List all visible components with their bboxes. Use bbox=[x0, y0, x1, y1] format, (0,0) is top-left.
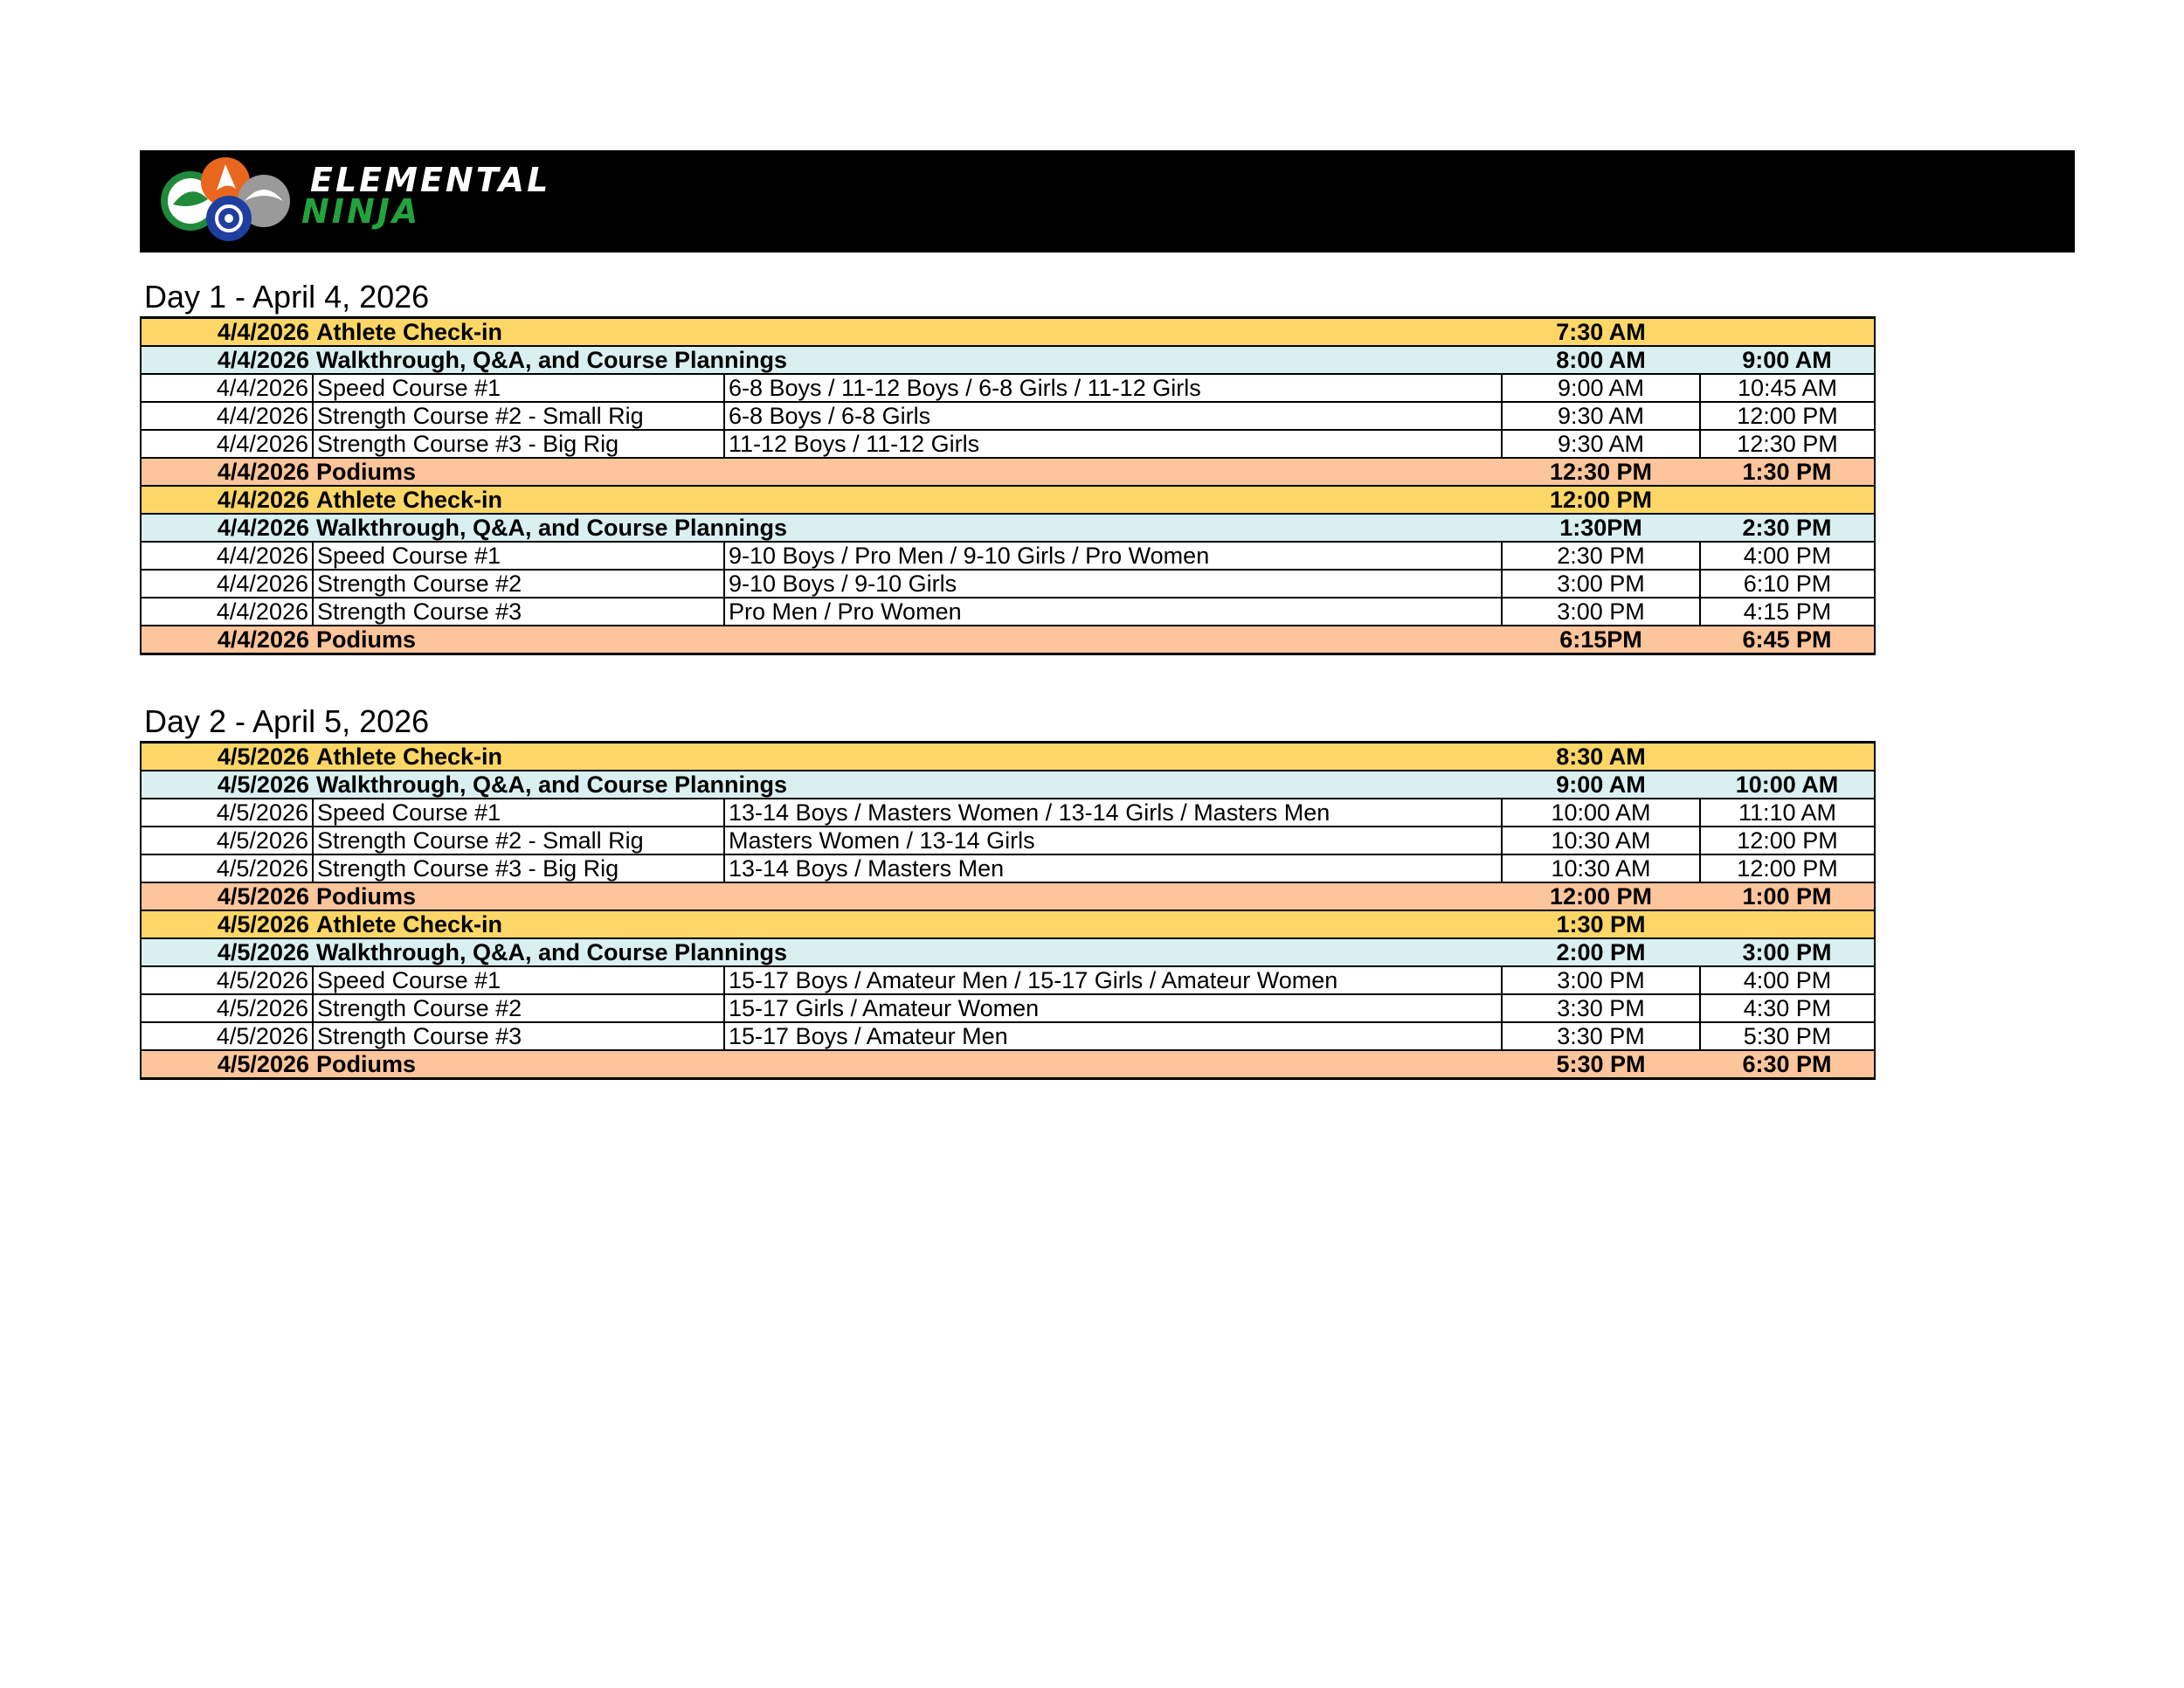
row-start-time: 7:30 AM bbox=[1502, 318, 1700, 347]
row-start-time: 9:00 AM bbox=[1502, 771, 1700, 799]
row-event-title: Athlete Check-in bbox=[313, 318, 1502, 347]
row-start-time: 10:30 AM bbox=[1502, 827, 1700, 854]
row-start-time: 9:00 AM bbox=[1502, 374, 1700, 402]
row-start-time: 2:00 PM bbox=[1502, 938, 1700, 966]
row-start-time: 9:30 AM bbox=[1502, 402, 1700, 430]
row-course-name: Strength Course #2 - Small Rig bbox=[313, 827, 724, 854]
row-divisions: 9-10 Boys / 9-10 Girls bbox=[724, 570, 1502, 598]
row-start-time: 8:00 AM bbox=[1502, 346, 1700, 374]
row-start-time: 1:30PM bbox=[1502, 514, 1700, 542]
row-divisions: 9-10 Boys / Pro Men / 9-10 Girls / Pro Women bbox=[724, 542, 1502, 570]
row-divisions: 15-17 Girls / Amateur Women bbox=[724, 994, 1502, 1022]
row-course-name: Strength Course #3 - Big Rig bbox=[313, 854, 724, 882]
elemental-swirl-logo-icon bbox=[149, 156, 301, 243]
row-event-title: Podiums bbox=[313, 626, 1502, 654]
row-date: 4/5/2026 bbox=[141, 771, 313, 799]
row-event-title: Athlete Check-in bbox=[313, 743, 1502, 771]
row-date: 4/4/2026 bbox=[141, 458, 313, 486]
row-date: 4/5/2026 bbox=[141, 938, 313, 966]
row-start-time: 12:30 PM bbox=[1502, 458, 1700, 486]
row-course-name: Strength Course #3 - Big Rig bbox=[313, 430, 724, 458]
row-date: 4/5/2026 bbox=[141, 882, 313, 910]
brand-wordmark bbox=[301, 161, 551, 231]
row-date: 4/5/2026 bbox=[141, 994, 313, 1022]
schedule-row bbox=[141, 542, 1875, 570]
row-date: 4/4/2026 bbox=[141, 374, 313, 402]
schedule-row bbox=[141, 910, 1875, 938]
row-start-time: 2:30 PM bbox=[1502, 542, 1700, 570]
row-end-time bbox=[1700, 910, 1875, 938]
row-event-title: Walkthrough, Q&A, and Course Plannings bbox=[313, 514, 1502, 542]
row-course-name: Speed Course #1 bbox=[313, 966, 724, 994]
row-divisions: Masters Women / 13-14 Girls bbox=[724, 827, 1502, 854]
row-event-title: Podiums bbox=[313, 1050, 1502, 1079]
schedule-row bbox=[141, 966, 1875, 994]
row-end-time: 4:00 PM bbox=[1700, 966, 1875, 994]
row-end-time: 10:45 AM bbox=[1700, 374, 1875, 402]
row-end-time bbox=[1700, 486, 1875, 514]
row-divisions: 15-17 Boys / Amateur Men / 15-17 Girls / Amateur Women bbox=[724, 966, 1502, 994]
day1-title: Day 1 - April 4, 2026 bbox=[144, 279, 430, 315]
row-start-time: 10:30 AM bbox=[1502, 854, 1700, 882]
row-event-title: Walkthrough, Q&A, and Course Plannings bbox=[313, 771, 1502, 799]
row-course-name: Strength Course #2 bbox=[313, 570, 724, 598]
row-course-name: Speed Course #1 bbox=[313, 799, 724, 827]
row-date: 4/5/2026 bbox=[141, 799, 313, 827]
row-event-title: Walkthrough, Q&A, and Course Plannings bbox=[313, 938, 1502, 966]
row-date: 4/4/2026 bbox=[141, 486, 313, 514]
schedule-row bbox=[141, 743, 1875, 771]
row-end-time: 4:00 PM bbox=[1700, 542, 1875, 570]
row-date: 4/5/2026 bbox=[141, 1050, 313, 1079]
row-date: 4/5/2026 bbox=[141, 966, 313, 994]
row-date: 4/4/2026 bbox=[141, 514, 313, 542]
row-course-name: Speed Course #1 bbox=[313, 542, 724, 570]
row-divisions: 6-8 Boys / 11-12 Boys / 6-8 Girls / 11-12 Girls bbox=[724, 374, 1502, 402]
row-start-time: 3:30 PM bbox=[1502, 1022, 1700, 1050]
row-end-time: 12:00 PM bbox=[1700, 402, 1875, 430]
row-end-time bbox=[1700, 743, 1875, 771]
row-start-time: 1:30 PM bbox=[1502, 910, 1700, 938]
row-end-time: 5:30 PM bbox=[1700, 1022, 1875, 1050]
schedule-row bbox=[141, 458, 1875, 486]
schedule-row bbox=[141, 882, 1875, 910]
row-end-time: 1:00 PM bbox=[1700, 882, 1875, 910]
schedule-row bbox=[141, 854, 1875, 882]
schedule-row bbox=[141, 570, 1875, 598]
schedule-row bbox=[141, 799, 1875, 827]
row-start-time: 3:30 PM bbox=[1502, 994, 1700, 1022]
row-course-name: Speed Course #1 bbox=[313, 374, 724, 402]
row-end-time: 2:30 PM bbox=[1700, 514, 1875, 542]
row-date: 4/4/2026 bbox=[141, 318, 313, 347]
row-end-time: 11:10 AM bbox=[1700, 799, 1875, 827]
row-date: 4/4/2026 bbox=[141, 346, 313, 374]
row-start-time: 9:30 AM bbox=[1502, 430, 1700, 458]
row-event-title: Walkthrough, Q&A, and Course Plannings bbox=[313, 346, 1502, 374]
row-start-time: 10:00 AM bbox=[1502, 799, 1700, 827]
row-end-time: 9:00 AM bbox=[1700, 346, 1875, 374]
row-start-time: 12:00 PM bbox=[1502, 882, 1700, 910]
row-start-time: 5:30 PM bbox=[1502, 1050, 1700, 1079]
schedule-row bbox=[141, 374, 1875, 402]
row-end-time: 4:15 PM bbox=[1700, 598, 1875, 626]
row-start-time: 3:00 PM bbox=[1502, 598, 1700, 626]
row-event-title: Athlete Check-in bbox=[313, 910, 1502, 938]
row-date: 4/4/2026 bbox=[141, 402, 313, 430]
row-divisions: 13-14 Boys / Masters Men bbox=[724, 854, 1502, 882]
row-end-time: 6:10 PM bbox=[1700, 570, 1875, 598]
schedule-row bbox=[141, 938, 1875, 966]
row-start-time: 3:00 PM bbox=[1502, 570, 1700, 598]
row-course-name: Strength Course #2 bbox=[313, 994, 724, 1022]
row-end-time: 12:00 PM bbox=[1700, 827, 1875, 854]
row-event-title: Podiums bbox=[313, 458, 1502, 486]
row-end-time: 12:30 PM bbox=[1700, 430, 1875, 458]
schedule-row bbox=[141, 402, 1875, 430]
schedule-row bbox=[141, 598, 1875, 626]
row-course-name: Strength Course #3 bbox=[313, 1022, 724, 1050]
row-date: 4/5/2026 bbox=[141, 1022, 313, 1050]
row-date: 4/4/2026 bbox=[141, 570, 313, 598]
row-end-time: 10:00 AM bbox=[1700, 771, 1875, 799]
row-date: 4/5/2026 bbox=[141, 827, 313, 854]
schedule-row bbox=[141, 1050, 1875, 1079]
schedule-row bbox=[141, 626, 1875, 654]
schedule-row bbox=[141, 827, 1875, 854]
row-event-title: Athlete Check-in bbox=[313, 486, 1502, 514]
row-end-time: 6:45 PM bbox=[1700, 626, 1875, 654]
row-divisions: 6-8 Boys / 6-8 Girls bbox=[724, 402, 1502, 430]
row-divisions: 11-12 Boys / 11-12 Girls bbox=[724, 430, 1502, 458]
day1-schedule-table bbox=[140, 316, 1876, 655]
brand-line-1: ELEMENTAL bbox=[310, 161, 551, 199]
schedule-row bbox=[141, 771, 1875, 799]
row-event-title: Podiums bbox=[313, 882, 1502, 910]
row-course-name: Strength Course #2 - Small Rig bbox=[313, 402, 724, 430]
schedule-row bbox=[141, 1022, 1875, 1050]
row-date: 4/4/2026 bbox=[141, 626, 313, 654]
schedule-row bbox=[141, 514, 1875, 542]
schedule-row bbox=[141, 430, 1875, 458]
row-date: 4/5/2026 bbox=[141, 854, 313, 882]
row-end-time: 12:00 PM bbox=[1700, 854, 1875, 882]
row-start-time: 3:00 PM bbox=[1502, 966, 1700, 994]
row-date: 4/4/2026 bbox=[141, 430, 313, 458]
schedule-row bbox=[141, 318, 1875, 347]
row-divisions: 13-14 Boys / Masters Women / 13-14 Girls / Masters Men bbox=[724, 799, 1502, 827]
row-divisions: Pro Men / Pro Women bbox=[724, 598, 1502, 626]
row-date: 4/5/2026 bbox=[141, 910, 313, 938]
day2-schedule-table bbox=[140, 741, 1876, 1080]
row-end-time: 3:00 PM bbox=[1700, 938, 1875, 966]
row-start-time: 6:15PM bbox=[1502, 626, 1700, 654]
schedule-row bbox=[141, 486, 1875, 514]
row-date: 4/5/2026 bbox=[141, 743, 313, 771]
schedule-row bbox=[141, 346, 1875, 374]
row-date: 4/4/2026 bbox=[141, 542, 313, 570]
brand-line-2: NINJA bbox=[301, 192, 421, 231]
row-course-name: Strength Course #3 bbox=[313, 598, 724, 626]
row-divisions: 15-17 Boys / Amateur Men bbox=[724, 1022, 1502, 1050]
day2-title: Day 2 - April 5, 2026 bbox=[144, 703, 430, 739]
row-start-time: 8:30 AM bbox=[1502, 743, 1700, 771]
row-end-time: 1:30 PM bbox=[1700, 458, 1875, 486]
header-banner bbox=[140, 150, 2075, 253]
row-date: 4/4/2026 bbox=[141, 598, 313, 626]
row-end-time: 6:30 PM bbox=[1700, 1050, 1875, 1079]
schedule-row bbox=[141, 994, 1875, 1022]
row-end-time bbox=[1700, 318, 1875, 347]
row-end-time: 4:30 PM bbox=[1700, 994, 1875, 1022]
row-start-time: 12:00 PM bbox=[1502, 486, 1700, 514]
